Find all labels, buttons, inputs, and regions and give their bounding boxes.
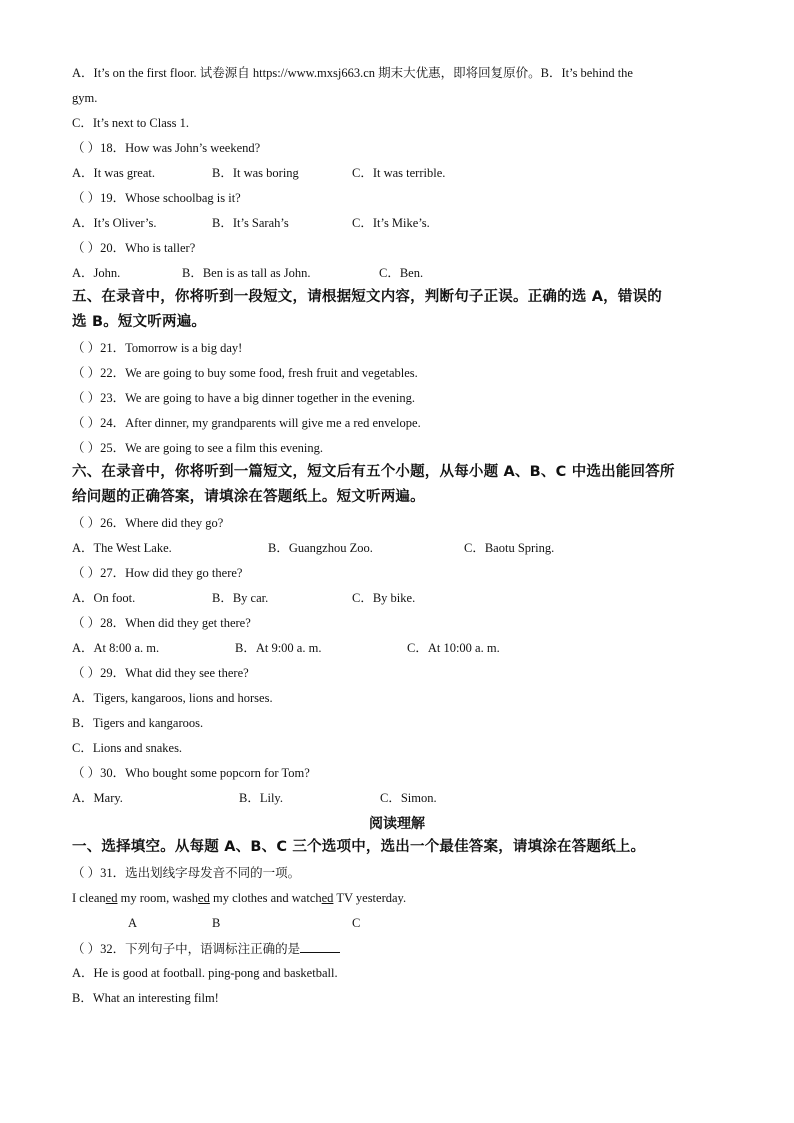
option-a: A．It’s Oliver’s.: [72, 216, 157, 230]
option-b: B．By car.: [212, 591, 269, 605]
question-30: （ ）30．Who bought some popcorn for Tom?: [72, 766, 310, 780]
option-b: B．Ben is as tall as John.: [182, 266, 311, 280]
underlined-ed: ed: [321, 891, 334, 905]
option-b: B．Guangzhou Zoo.: [268, 541, 373, 555]
option-c: C．Ben.: [379, 266, 424, 280]
option-b: B．What an interesting film!: [72, 991, 219, 1005]
options-30: [72, 790, 437, 806]
sentence-part: my room, wash: [117, 891, 199, 905]
option-a: A．He is good at football. ping-pong and basketball.: [72, 966, 338, 980]
reading-section-heading: 一、选择填空。从每题 A、B、C 三个选项中，选出一个最佳答案，请填涂在答题纸上。: [72, 839, 646, 855]
question-21: （ ）21．Tomorrow is a big day!: [72, 341, 243, 355]
question-25: （ ）25．We are going to see a film this evening.: [72, 441, 324, 455]
sentence-part: my clothes and watch: [209, 891, 322, 905]
question-29: （ ）29．What did they see there?: [72, 666, 249, 680]
option-c: C．Baotu Spring.: [464, 541, 555, 555]
option-a: A．On foot.: [72, 591, 136, 605]
sentence-part: TV yesterday.: [333, 891, 407, 905]
options-26: [72, 540, 554, 556]
question-26: （ ）26．Where did they go?: [72, 516, 224, 530]
option-c: C．By bike.: [352, 591, 416, 605]
reading-title: 阅读理解: [369, 816, 425, 832]
section-5-heading: 五、在录音中，你将听到一段短文，请根据短文内容，判断句子正误。正确的选 A，错误的: [72, 289, 662, 305]
option-b: B．Tigers and kangaroos.: [72, 716, 204, 730]
section-6-heading-cont: 给问题的正确答案，请填涂在答题纸上。短文听两遍。: [72, 489, 425, 505]
option-a: A．At 8:00 a. m.: [72, 641, 160, 655]
option-line: C．It’s next to Class 1.: [72, 116, 190, 130]
option-c: C．Simon.: [380, 791, 437, 805]
question-28: （ ）28．When did they get there?: [72, 616, 251, 630]
option-a: A．The West Lake.: [72, 541, 172, 555]
question-27: （ ）27．How did they go there?: [72, 566, 243, 580]
label-c: C: [352, 916, 361, 930]
option-line-cont: gym.: [72, 91, 98, 105]
question-20: （ ）20．Who is taller?: [72, 241, 196, 255]
label-a: A: [128, 916, 138, 930]
question-22: （ ）22．We are going to buy some food, fresh fruit and vegetables.: [72, 366, 418, 380]
question-18: （ ）18．How was John’s weekend?: [72, 141, 261, 155]
question-32-text: （ ）32．下列句子中，语调标注正确的是: [72, 942, 301, 956]
option-a: A．It was great.: [72, 166, 155, 180]
label-b: B: [212, 916, 221, 930]
options-28: [72, 640, 500, 656]
option-c: C．Lions and snakes.: [72, 741, 183, 755]
answer-blank: [300, 940, 340, 953]
question-32: [72, 940, 340, 957]
option-b: B．At 9:00 a. m.: [235, 641, 322, 655]
option-line: A．It’s on the first floor. 试卷源自 https://www.mxsj663.cn 期末大优惠，即将回复原价。B．It’s behind the: [72, 66, 633, 80]
underlined-ed: ed: [198, 891, 210, 905]
option-b: B．It was boring: [212, 166, 299, 180]
option-a: A．Tigers, kangaroos, lions and horses.: [72, 691, 273, 705]
options-20: [72, 265, 423, 281]
sentence-part: I clean: [72, 891, 106, 905]
options-27: [72, 590, 415, 606]
option-c: C．At 10:00 a. m.: [407, 641, 500, 655]
option-a: A．John.: [72, 266, 121, 280]
option-c: C．It’s Mike’s.: [352, 216, 430, 230]
options-19: [72, 215, 430, 231]
section-5-heading-cont: 选 B。短文听两遍。: [72, 314, 207, 330]
option-b: B．Lily.: [239, 791, 283, 805]
options-18: [72, 165, 445, 181]
option-c: C．It was terrible.: [352, 166, 446, 180]
option-a: A．Mary.: [72, 791, 123, 805]
question-31-sentence: [72, 890, 406, 906]
section-6-heading: 六、在录音中，你将听到一篇短文，短文后有五个小题，从每小题 A、B、C 中选出能回答所: [72, 464, 675, 480]
question-24: （ ）24．After dinner, my grandparents will give me a red envelope.: [72, 416, 421, 430]
question-31: （ ）31．选出划线字母发音不同的一项。: [72, 866, 301, 880]
question-23: （ ）23．We are going to have a big dinner together in the evening.: [72, 391, 415, 405]
underlined-ed: ed: [105, 891, 118, 905]
question-19: （ ）19．Whose schoolbag is it?: [72, 191, 241, 205]
option-b: B．It’s Sarah’s: [212, 216, 289, 230]
